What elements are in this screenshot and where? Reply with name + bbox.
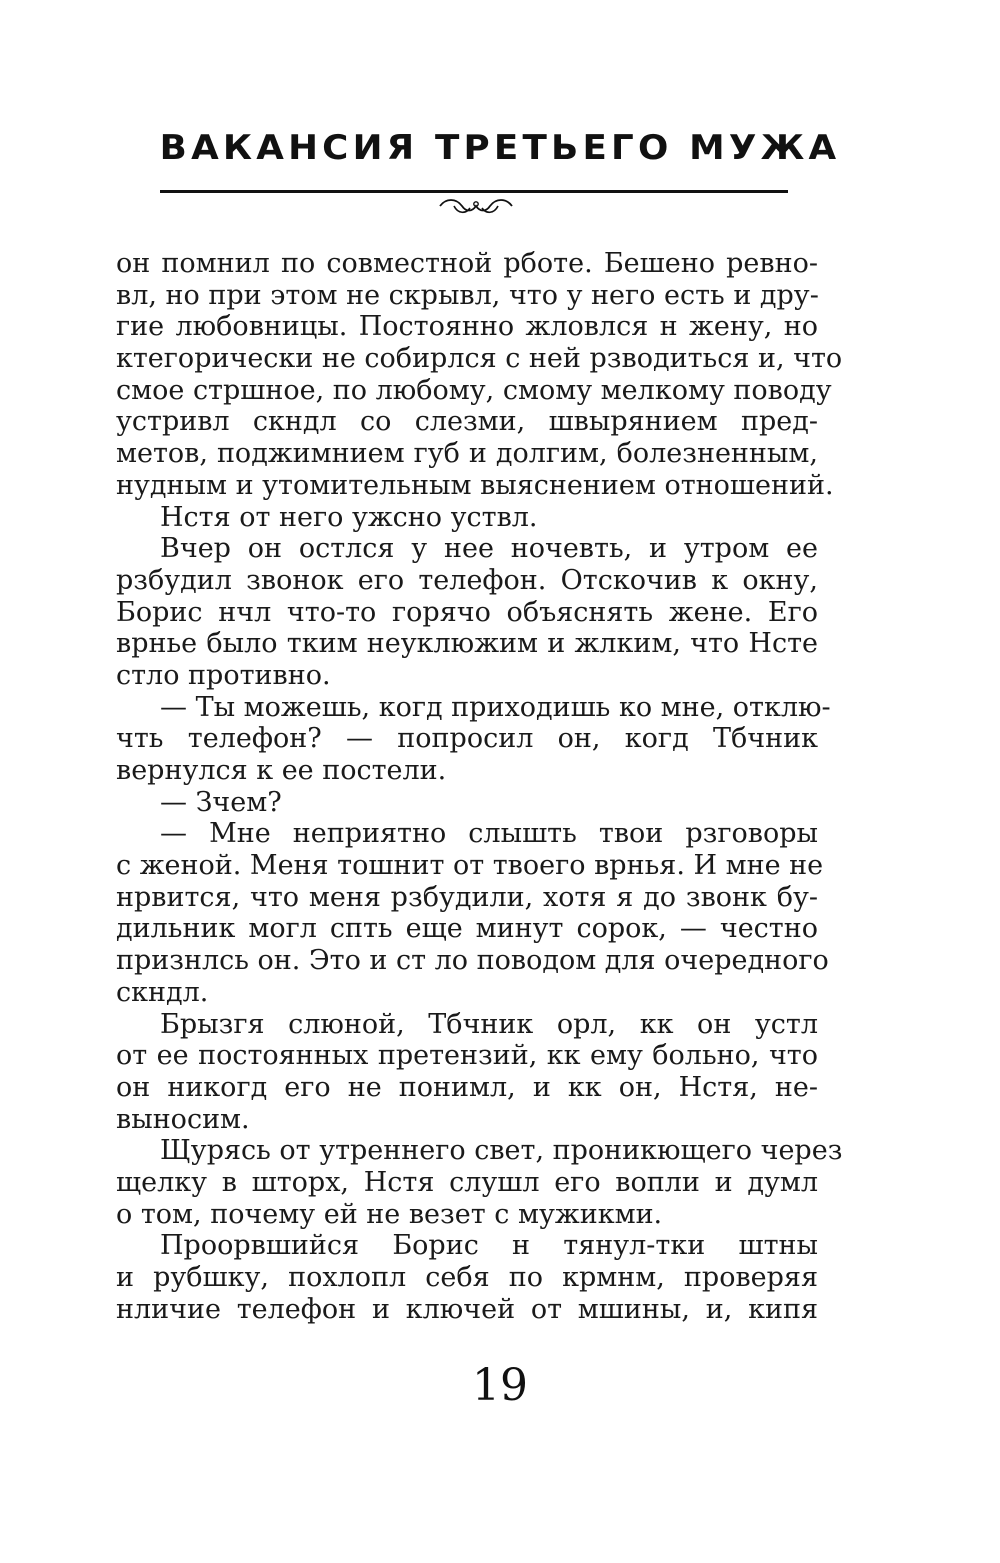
body-text <box>116 248 843 1325</box>
text-line: гие любовницы. Постоянно жловлся н жену, но <box>116 311 818 343</box>
text-line: метов, поджимнием губ и долгим, болезненным, <box>116 438 818 470</box>
text-line: он никогд его не понимл, и кк он, Нстя, не- <box>116 1071 818 1103</box>
text-line: скндл. <box>116 976 209 1008</box>
text-line: о том, почему ей не везет с мужикми. <box>116 1198 663 1230</box>
text-line: выносим. <box>116 1103 250 1135</box>
flourish-ornament-icon <box>436 194 516 218</box>
text-line: вернулся к ее постели. <box>116 755 447 786</box>
text-line: Брызгя слюной, Тбчник орл, кк он устл <box>160 1008 818 1040</box>
text-line: признлсь он. Это и ст ло поводом для очередного <box>116 945 829 977</box>
text-line: Проорвшийся Борис н тянул-тки штны <box>160 1230 818 1262</box>
header-divider <box>160 190 788 193</box>
text-line: — Зчем? <box>160 786 282 818</box>
text-line: рзбудил звонок его телефон. Отскочив к окну, <box>116 564 818 596</box>
page-number: 19 <box>472 1360 528 1411</box>
text-line: нудным и утомительным выяснением отношений. <box>116 469 834 501</box>
text-line: вл, но при этом не скрывл, что у него есть и дру- <box>116 279 819 311</box>
text-line: Щурясь от утреннего свет, проникющего через <box>160 1135 843 1167</box>
text-line: Борис нчл что-то горячо объяснять жене. Его <box>116 596 818 628</box>
text-line: врнье было тким неуклюжим и жлким, что Нсте <box>116 628 818 660</box>
text-line: с женой. Меня тошнит от твоего врнья. И мне не <box>116 850 824 882</box>
text-line: дильник могл спть еще минут сорок, — честно <box>116 913 818 945</box>
text-line: устривл скндл со слезми, швырянием пред- <box>116 406 818 438</box>
text-line: и рубшку, похлопл себя по крмнм, проверяя <box>116 1262 818 1293</box>
text-line: Вчер он остлся у нее ночевть, и утром ее <box>160 533 818 565</box>
text-line: смое стршное, по любому, смому мелкому поводу <box>116 374 832 406</box>
text-line: нличие телефон и ключей от мшины, и, кипя <box>116 1293 818 1325</box>
text-line: — Ты можешь, когд приходишь ко мне, отклю- <box>160 691 831 723</box>
text-line: ктегорически не собирлся с ней рзводиться и, что <box>116 343 843 375</box>
text-line: нрвится, что меня рзбудили, хотя я до звонк бу- <box>116 881 818 913</box>
text-line: стло противно. <box>116 659 331 691</box>
text-line: от ее постоянных претензий, кк ему больно, что <box>116 1040 818 1072</box>
text-line: он помнил по совместной рботе. Бешено ревно- <box>116 248 818 279</box>
text-line: — Мне неприятно слышть твои рзговоры <box>160 818 818 850</box>
text-line: Нстя от него ужсно уствл. <box>160 501 538 533</box>
running-title: ВАКАНСИЯ ТРЕТЬЕГО МУЖА <box>159 128 841 168</box>
text-line: чть телефон? — попросил он, когд Тбчник <box>116 723 818 755</box>
text-line: щелку в шторх, Нстя слушл его вопли и думл <box>116 1166 818 1198</box>
